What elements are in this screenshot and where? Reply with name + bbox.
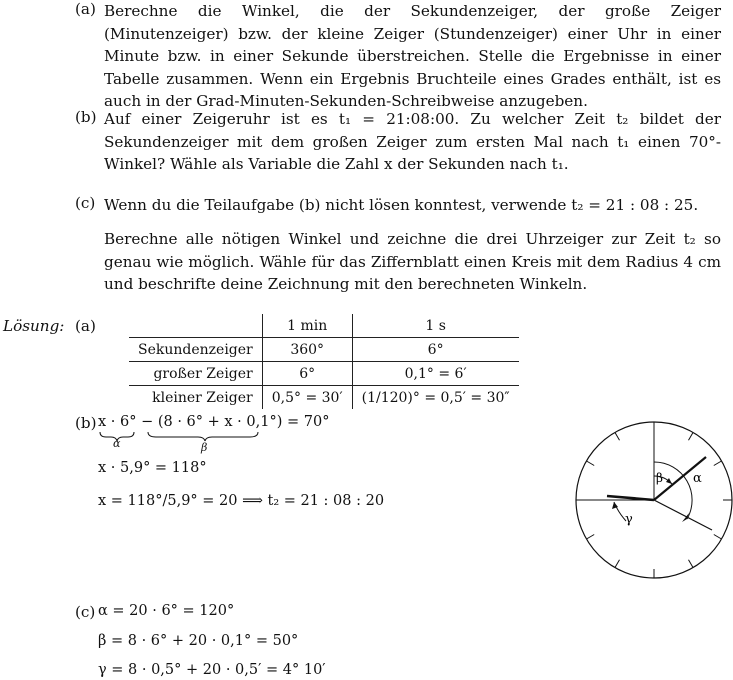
angle-line-beta: β = 8 · 6° + 20 · 0,1° = 50° bbox=[98, 633, 299, 649]
equation-line-1: x · 6° − (8 · 6° + x · 0,1°) = 70° bbox=[98, 414, 330, 430]
table-cell: Sekundenzeiger bbox=[129, 338, 262, 362]
task-c-label: (c) bbox=[75, 194, 96, 212]
clock-tick bbox=[689, 433, 694, 441]
table-cell: kleiner Zeiger bbox=[129, 386, 262, 410]
solution-heading: Lösung: bbox=[3, 317, 65, 335]
clock-tick bbox=[714, 535, 722, 540]
table-header-cell: 1 s bbox=[352, 314, 519, 338]
brace-alpha-label: α bbox=[113, 437, 121, 450]
clock-tick bbox=[689, 560, 694, 568]
clock-tick bbox=[587, 535, 595, 540]
table-row bbox=[129, 362, 519, 386]
table-cell: 6° bbox=[262, 362, 352, 386]
beta-arrowhead bbox=[666, 478, 672, 484]
underbrace-beta bbox=[148, 432, 258, 441]
clock-label-beta: β bbox=[656, 471, 663, 485]
table-header-cell bbox=[129, 314, 262, 338]
task-a-label: (a) bbox=[75, 0, 96, 18]
table-cell: 0,5° = 30′ bbox=[262, 386, 352, 410]
clock-drawing bbox=[574, 419, 733, 581]
table-row bbox=[129, 338, 519, 362]
clock-tick bbox=[615, 560, 620, 568]
table-cell: (1/120)° = 0,5′ = 30″ bbox=[352, 386, 519, 410]
table-row bbox=[129, 386, 519, 410]
table-cell: 360° bbox=[262, 338, 352, 362]
task-c-text2: Berechne alle nötigen Winkel und zeichne die drei Uhrzeiger zur Zeit t₂ so genau wie möglich. Wähle für das Ziffernblatt einen Kreis mit dem Radius 4 cm und beschrifte deine Zeichnung mit den berechneten Winkeln. bbox=[104, 230, 721, 293]
angle-line-alpha: α = 20 · 6° = 120° bbox=[98, 603, 235, 619]
clock-label-alpha: α bbox=[693, 471, 702, 486]
underbrace-group bbox=[98, 430, 278, 446]
table-cell: großer Zeiger bbox=[129, 362, 262, 386]
solution-a-label: (a) bbox=[75, 317, 96, 335]
task-b-text: Auf einer Zeigeruhr ist es t₁ = 21:08:00. Zu welcher Zeit t₂ bildet der Sekundenzeiger mit dem großen Zeiger zum ersten Mal nach t₁ einen 70°-Winkel? Wähle als Variable die Zahl x der Sekunden nach t₁. bbox=[104, 110, 721, 173]
task-a-text: Berechne die Winkel, die der Sekundenzeiger, der große Zeiger (Minutenzeiger) bzw. der kleine Zeiger (Stundenzeiger) einer Uhr in einer Minute bzw. in einer Sekunde überstreichen. Stelle die Ergebnisse in einer Tabelle zusammen. Wenn ein Ergebnis Bruchteile eines Grades enthält, ist es auch in der Grad-Minuten-Sekunden-Schreibweise anzugeben. bbox=[104, 2, 721, 110]
clock-tick bbox=[615, 433, 620, 441]
angle-table bbox=[129, 314, 519, 409]
second-hand bbox=[654, 500, 712, 530]
task-b-label: (b) bbox=[75, 108, 97, 126]
hour-hand bbox=[607, 496, 654, 500]
clock-tick bbox=[714, 461, 722, 466]
clock-label-gamma: γ bbox=[625, 512, 633, 527]
brace-beta-label: β bbox=[201, 441, 208, 454]
solution-c-label: (c) bbox=[75, 603, 96, 621]
equation-line-2: x · 5,9° = 118° bbox=[98, 460, 207, 476]
table-header-row bbox=[129, 314, 519, 338]
angle-line-gamma: γ = 8 · 0,5° + 20 · 0,5′ = 4° 10′ bbox=[98, 662, 326, 678]
table-cell: 6° bbox=[352, 338, 519, 362]
table-cell: 0,1° = 6′ bbox=[352, 362, 519, 386]
clock-tick bbox=[587, 461, 595, 466]
task-c-text1: Wenn du die Teilaufgabe (b) nicht lösen konntest, verwende t₂ = 21 : 08 : 25. bbox=[104, 196, 699, 214]
table-header-cell: 1 min bbox=[262, 314, 352, 338]
equation-line-3: x = 118°/5,9° = 20 ⟹ t₂ = 21 : 08 : 20 bbox=[98, 493, 385, 509]
solution-b-label: (b) bbox=[75, 414, 97, 432]
